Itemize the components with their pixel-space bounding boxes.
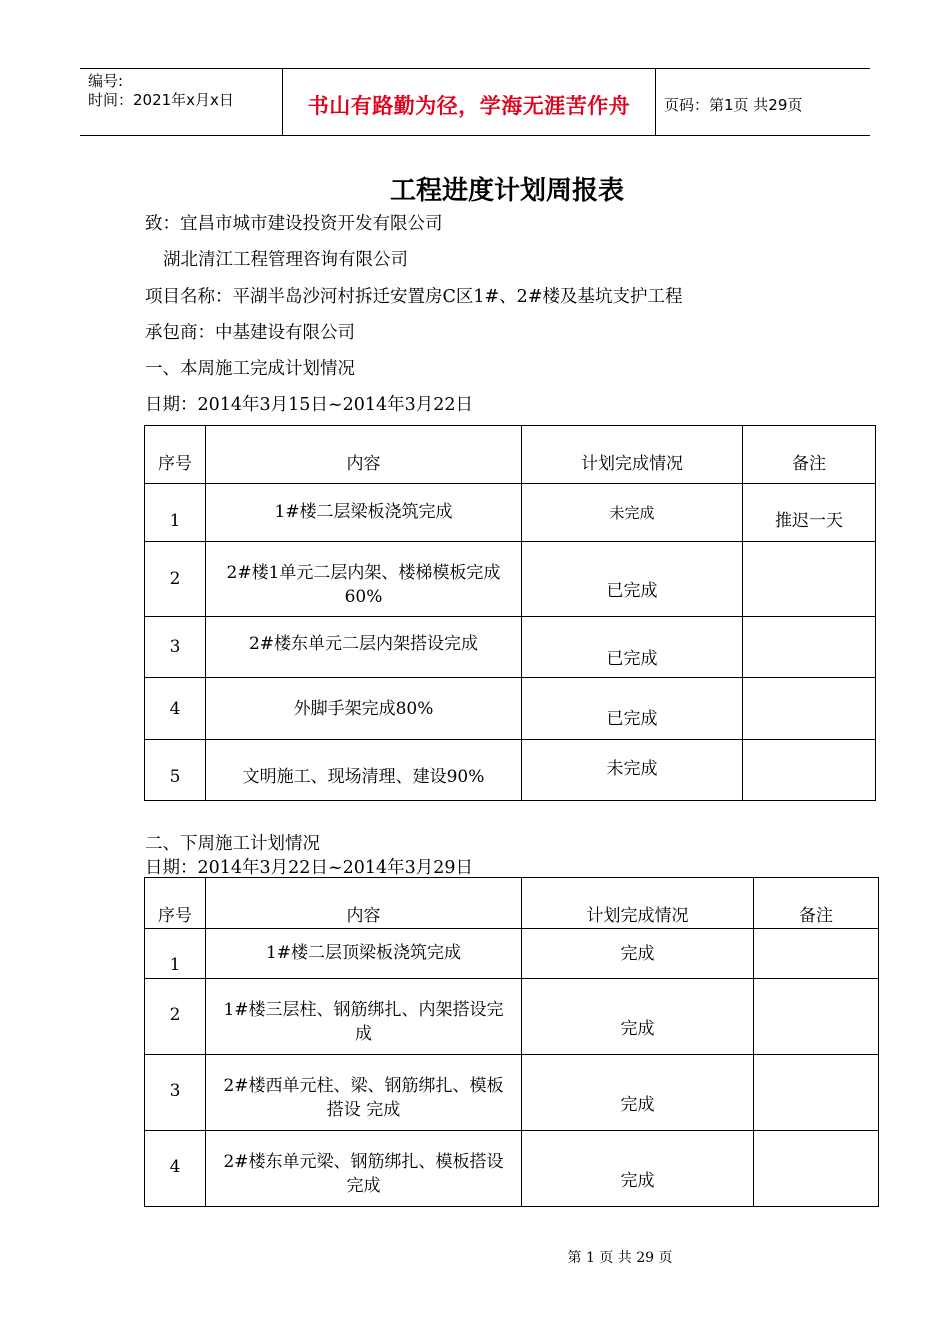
cell-status: 完成: [522, 929, 754, 979]
cell-status: 未完成: [522, 740, 743, 801]
cell-note: [743, 617, 876, 678]
this-week-table: [144, 425, 876, 801]
cell-no: 3: [145, 1055, 206, 1131]
cell-no: 1: [145, 484, 206, 542]
section1-heading: 一、本周施工完成计划情况: [145, 359, 355, 379]
header-page-info: 页码：第1页 共29页: [664, 96, 803, 114]
cell-status: 未完成: [522, 484, 743, 542]
cell-no: 3: [145, 617, 206, 678]
cell-status: 已完成: [522, 542, 743, 617]
table-header-row: [145, 426, 876, 484]
table-row: [145, 1055, 879, 1131]
header-meta: [88, 72, 234, 110]
cell-content: 文明施工、现场清理、建设90%: [206, 740, 522, 801]
table-row: [145, 678, 876, 740]
cell-note: [743, 542, 876, 617]
time-label: 时间：2021年x月x日: [88, 91, 234, 109]
cell-content: 2#楼东单元二层内架搭设完成: [206, 617, 522, 678]
contractor-line: 承包商：中基建设有限公司: [145, 323, 355, 343]
header-cell-no: 序号: [145, 426, 206, 484]
cell-note: [754, 1055, 879, 1131]
page-title: 工程进度计划周报表: [389, 176, 624, 206]
header-cell-note: 备注: [743, 426, 876, 484]
cell-content: 2#楼西单元柱、梁、钢筋绑扎、模板搭设 完成: [206, 1055, 522, 1131]
header-bottom-rule: [80, 135, 870, 136]
cell-content: 1#楼三层柱、钢筋绑扎、内架搭设完成: [206, 979, 522, 1055]
header-cell-status: 计划完成情况: [522, 426, 743, 484]
cell-status: 完成: [522, 1055, 754, 1131]
table-row: [145, 1131, 879, 1207]
table-row: [145, 740, 876, 801]
header-top-rule: [80, 68, 870, 69]
table-row: [145, 929, 879, 979]
header-cell-note: 备注: [754, 878, 879, 929]
cell-status: 已完成: [522, 678, 743, 740]
cell-content: 1#楼二层顶梁板浇筑完成: [206, 929, 522, 979]
cell-note: [743, 740, 876, 801]
cell-no: 4: [145, 678, 206, 740]
cell-note: [754, 979, 879, 1055]
cell-note: 推迟一天: [743, 484, 876, 542]
cell-no: 4: [145, 1131, 206, 1207]
table-row: [145, 542, 876, 617]
cell-content: 外脚手架完成80%: [206, 678, 522, 740]
section2-heading: 二、下周施工计划情况: [145, 834, 320, 854]
header-cell-content: 内容: [206, 426, 522, 484]
cell-status: 已完成: [522, 617, 743, 678]
table-header-row: [145, 878, 879, 929]
header-divider-right: [655, 68, 656, 136]
section2-date: 日期：2014年3月22日~2014年3月29日: [145, 858, 474, 878]
cell-status: 完成: [522, 979, 754, 1055]
cell-note: [743, 678, 876, 740]
cell-content: 2#楼1单元二层内架、楼梯模板完成60%: [206, 542, 522, 617]
cell-no: 2: [145, 979, 206, 1055]
header-cell-content: 内容: [206, 878, 522, 929]
cell-no: 1: [145, 929, 206, 979]
table-row: [145, 484, 876, 542]
table-row: [145, 979, 879, 1055]
code-label: 编号:: [88, 72, 124, 90]
section1-date: 日期：2014年3月15日~2014年3月22日: [145, 395, 474, 415]
project-line: 项目名称：平湖半岛沙河村拆迁安置房C区1#、2#楼及基坑支护工程: [145, 287, 683, 307]
table-row: [145, 617, 876, 678]
cell-content: 2#楼东单元梁、钢筋绑扎、模板搭设完成: [206, 1131, 522, 1207]
cell-content: 1#楼二层梁板浇筑完成: [206, 484, 522, 542]
header-cell-status: 计划完成情况: [522, 878, 754, 929]
cell-status: 完成: [522, 1131, 754, 1207]
header-motto: 书山有路勤为径，学海无涯苦作舟: [307, 93, 631, 118]
recipient-line-2: 湖北清江工程管理咨询有限公司: [163, 250, 408, 270]
cell-note: [754, 929, 879, 979]
cell-no: 2: [145, 542, 206, 617]
page-footer: 第 1 页 共 29 页: [567, 1250, 673, 1266]
header-cell-no: 序号: [145, 878, 206, 929]
next-week-table: [144, 877, 879, 1207]
recipient-line: 致：宜昌市城市建设投资开发有限公司: [145, 214, 443, 234]
cell-no: 5: [145, 740, 206, 801]
cell-note: [754, 1131, 879, 1207]
